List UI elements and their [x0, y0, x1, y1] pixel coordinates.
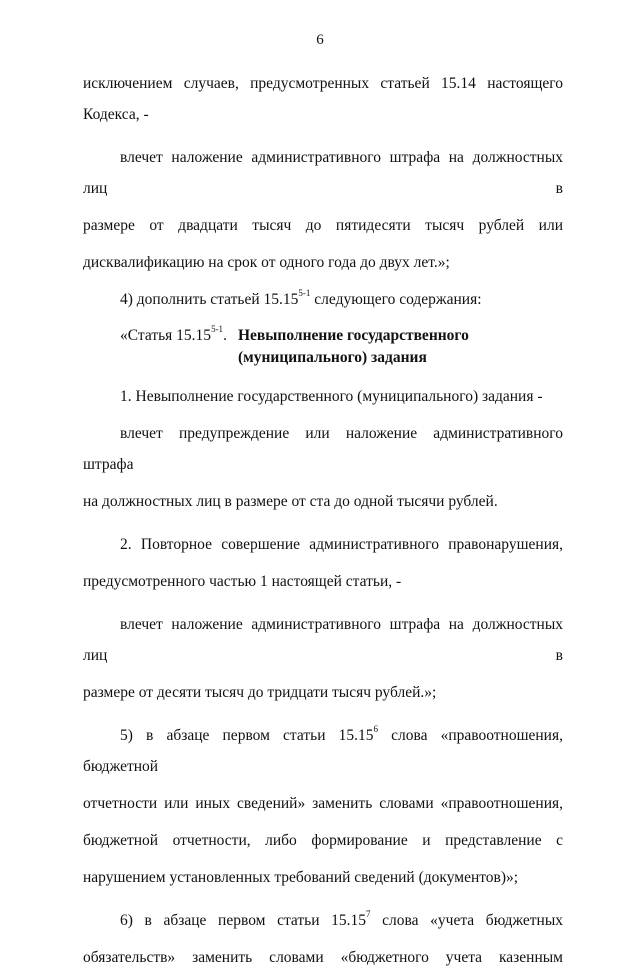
text-segment: «Статья 15.15: [120, 327, 212, 344]
text-line: 1. Невыполнение государственного (муниципального) задания -: [120, 388, 543, 405]
text-line: Кодекса, -: [83, 106, 149, 123]
text-segment: 6) в абзаце первом статьи 15.15: [120, 912, 367, 929]
text-line: размере от десяти тысяч до тридцати тысяч рублей.»;: [83, 684, 437, 701]
superscript: 7: [366, 908, 371, 919]
text-line: предусмотренного частью 1 настоящей статьи, -: [83, 573, 402, 590]
amendment-item-6: [83, 905, 563, 936]
amendment-item-5: [83, 720, 563, 782]
document-body: [83, 68, 563, 973]
amendment-item-4: [83, 284, 563, 315]
text-line: бюджетной отчетности, либо формирование и представление с: [83, 832, 563, 849]
text-segment: .: [223, 327, 227, 344]
text-segment: 5) в абзаце первом статьи 15.15: [120, 727, 374, 744]
article-title-line: Невыполнение государственного: [238, 327, 469, 344]
text-line: отчетности или иных сведений» заменить словами «правоотношения,: [83, 795, 563, 812]
superscript: 5-1: [298, 287, 311, 298]
text-segment: слова «учета бюджетных: [370, 912, 563, 929]
text-line: влечет наложение административного штрафа на должностных лиц в: [83, 616, 563, 664]
article-label: [120, 325, 238, 369]
text-line: 2. Повторное совершение административного правонарушения,: [120, 536, 563, 553]
text-line: дисквалификацию на срок от одного года до двух лет.»;: [83, 254, 450, 271]
text-line: влечет наложение административного штрафа на должностных лиц в: [83, 149, 563, 197]
superscript: 5-1: [211, 323, 224, 334]
superscript: 6: [373, 723, 378, 734]
text-line: нарушением установленных требований сведений (документов)»;: [83, 869, 519, 886]
page-number: 6: [316, 32, 324, 48]
text-line: исключением случаев, предусмотренных статьей 15.14 настоящего: [83, 75, 563, 92]
text-segment: 4) дополнить статьей 15.15: [120, 291, 299, 308]
text-line: влечет предупреждение или наложение административного штрафа: [83, 425, 563, 473]
article-title: [238, 325, 538, 369]
text-segment: следующего содержания:: [310, 291, 482, 308]
article-title-line: (муниципального) задания: [238, 349, 427, 366]
article-heading: [120, 325, 563, 369]
text-line: размере от двадцати тысяч до пятидесяти тысяч рублей или: [83, 217, 563, 234]
text-segment: слова «правоотношения, бюджетной: [83, 727, 563, 775]
text-line: на должностных лиц в размере от ста до одной тысячи рублей.: [83, 493, 498, 510]
text-line: обязательств» заменить словами «бюджетного учета казенным: [83, 949, 563, 966]
